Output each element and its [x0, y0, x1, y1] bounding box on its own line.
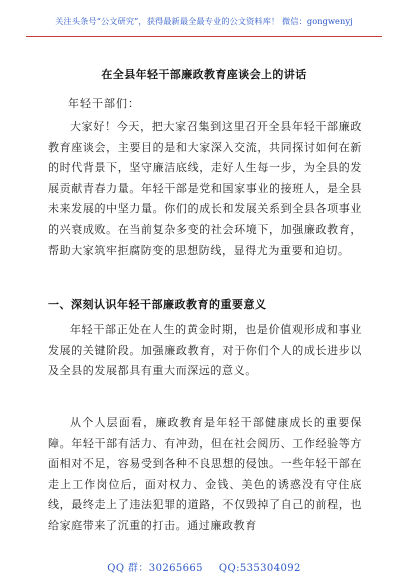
section-heading-1: 一、深刻认识年轻干部廉政教育的重要意义 — [48, 298, 267, 311]
footer-qq-group: QQ 群：30265665 — [107, 563, 203, 574]
footer-contact — [0, 559, 408, 574]
paragraph-opening: 大家好！今天，把大家召集到这里召开全县年轻干部廉政教育座谈会，主要目的是和大家深入交流，共同探讨如何在新的时代背景下，坚守廉洁底线，走好人生每一步，为全县的发展贡献青春力量。年轻干部是党和国家事业的接班人，是全县未来发展的中坚力量。你们的成长和发展关系到全县各项事业的兴衰成败。在当前复杂多变的社会环境下，加强廉政教育，帮助大家筑牢拒腐防变的思想防线，显得尤为重要和迫切。 — [48, 120, 362, 257]
header-banner: 关注头条号“公文研究”，获得最新最全最专业的公文资料库！ 微信：gongwenyj — [55, 16, 353, 26]
salutation: 年轻干部们： — [68, 97, 140, 110]
header-divider — [26, 36, 382, 37]
document-title: 在全县年轻干部廉政教育座谈会上的讲话 — [101, 68, 307, 81]
paragraph-significance: 年轻干部正处在人生的黄金时期，也是价值观形成和事业发展的关键阶段。加强廉政教育，对于你们个人的成长进步以及全县的发展都具有重大而深远的意义。 — [48, 323, 362, 378]
footer-qq-number: QQ:535304092 — [218, 563, 301, 574]
paragraph-individual-level: 从个人层面看，廉政教育是年轻干部健康成长的重要保障。年轻干部有活力、有冲劲，但在社会阅历、工作经验等方面相对不足，容易受到各种不良思想的侵蚀。一些年轻干部在走上工作岗位后，面对权力、金钱、美色的诱惑没有守住底线，最终走上了违法犯罪的道路，不仅毁掉了自己的前程，也给家庭带来了沉重的打击。通过廉政教育 — [48, 416, 362, 532]
